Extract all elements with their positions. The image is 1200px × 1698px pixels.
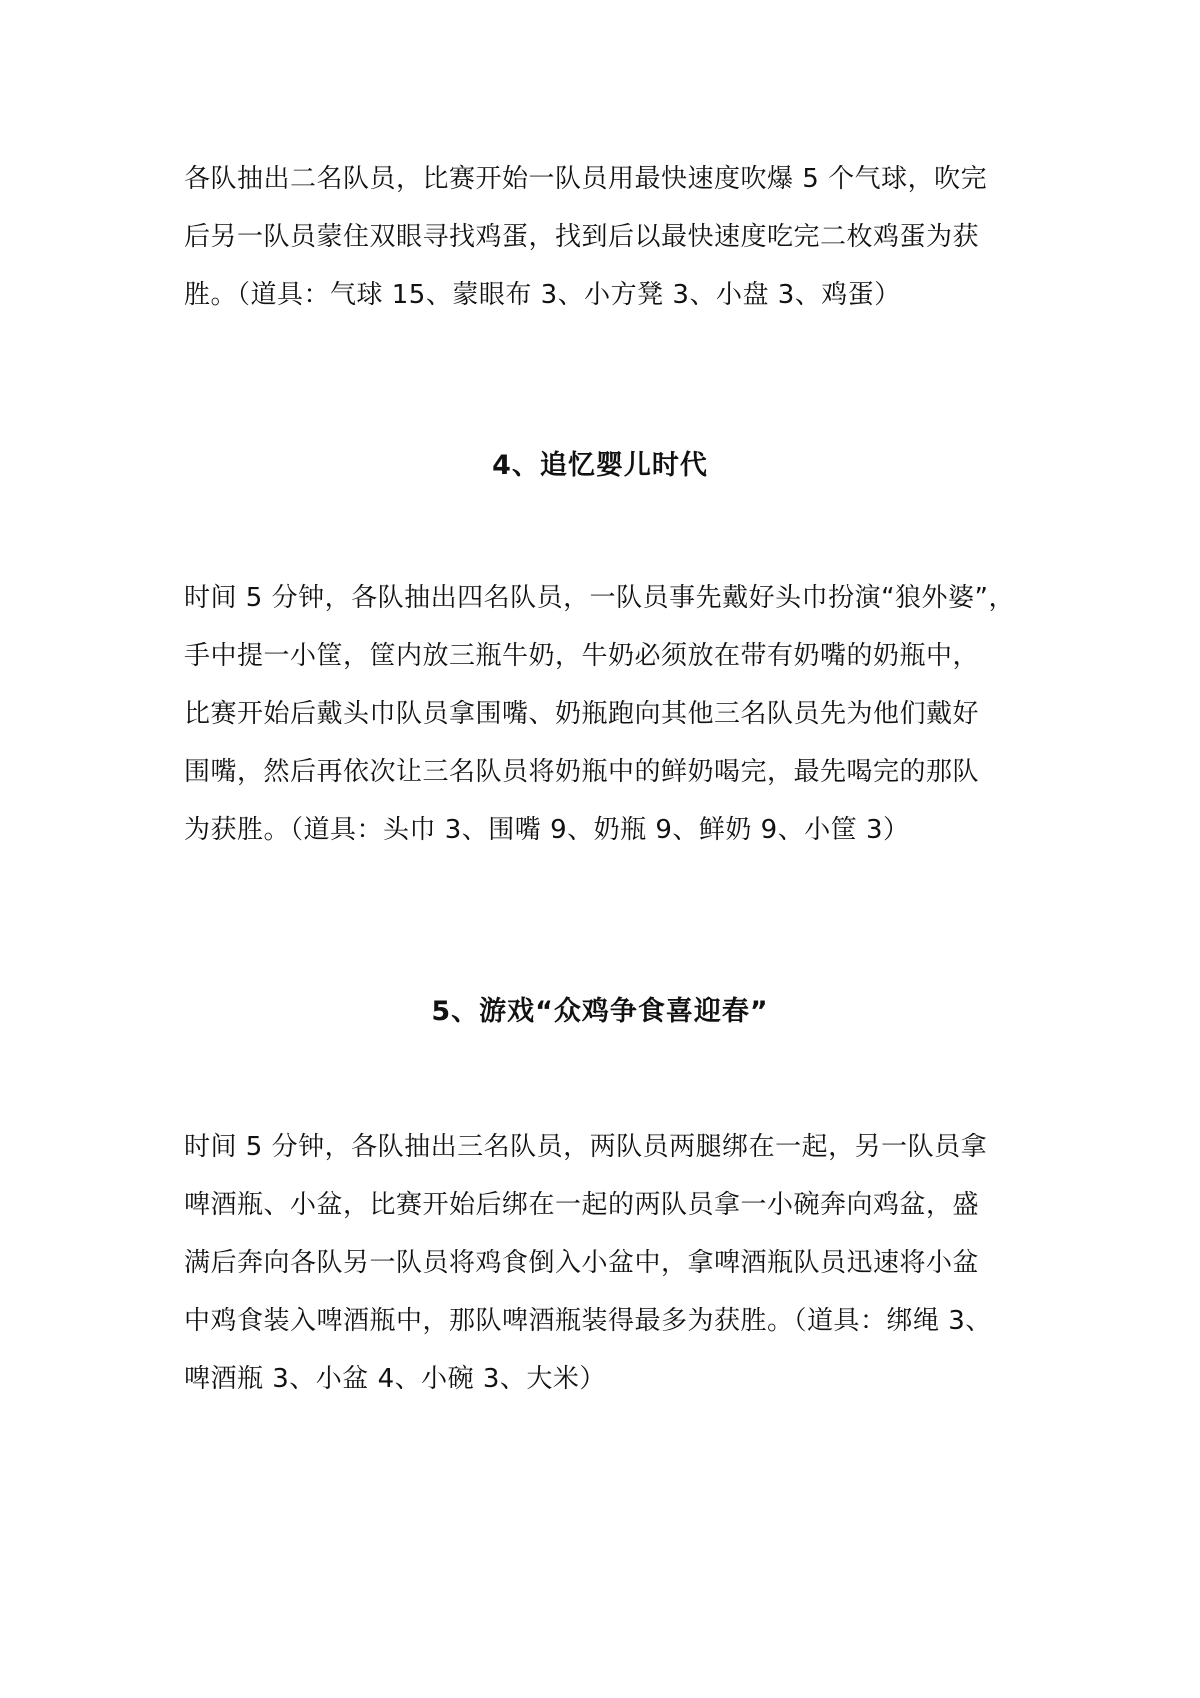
intro-paragraph <box>184 150 1020 324</box>
game5-paragraph <box>184 1118 1020 1408</box>
paragraph-line: 啤酒瓶 3、小盆 4、小碗 3、大米） <box>184 1364 606 1394</box>
game5-heading: 5、游戏“众鸡争食喜迎春” <box>431 996 769 1027</box>
paragraph-line: 围嘴，然后再依次让三名队员将奶瓶中的鲜奶喝完，最先喝完的那队 <box>184 757 980 787</box>
paragraph-line: 各队抽出二名队员，比赛开始一队员用最快速度吹爆 5 个气球，吹完 <box>184 164 988 194</box>
paragraph-line: 时间 5 分钟，各队抽出四名队员，一队员事先戴好头巾扮演“狼外婆”， <box>184 583 1016 613</box>
paragraph-line: 中鸡食装入啤酒瓶中，那队啤酒瓶装得最多为获胜。（道具：绑绳 3、 <box>184 1306 992 1336</box>
paragraph-line: 胜。（道具：气球 15、蒙眼布 3、小方凳 3、小盘 3、鸡蛋） <box>184 280 901 310</box>
paragraph-line: 啤酒瓶、小盆，比赛开始后绑在一起的两队员拿一小碗奔向鸡盆，盛 <box>184 1190 980 1220</box>
paragraph-line: 后另一队员蒙住双眼寻找鸡蛋，找到后以最快速度吃完二枚鸡蛋为获 <box>184 222 980 252</box>
paragraph-line: 满后奔向各队另一队员将鸡食倒入小盆中，拿啤酒瓶队员迅速将小盆 <box>184 1248 980 1278</box>
paragraph-line: 为获胜。（道具：头巾 3、围嘴 9、奶瓶 9、鲜奶 9、小筐 3） <box>184 815 910 845</box>
game4-heading: 4、追忆婴儿时代 <box>492 450 708 481</box>
paragraph-line: 比赛开始后戴头巾队员拿围嘴、奶瓶跑向其他三名队员先为他们戴好 <box>184 699 980 729</box>
paragraph-line: 手中提一小筐，筐内放三瓶牛奶，牛奶必须放在带有奶嘴的奶瓶中， <box>184 641 980 671</box>
paragraph-line: 时间 5 分钟，各队抽出三名队员，两队员两腿绑在一起，另一队员拿 <box>184 1132 988 1162</box>
game4-paragraph <box>184 569 1020 859</box>
